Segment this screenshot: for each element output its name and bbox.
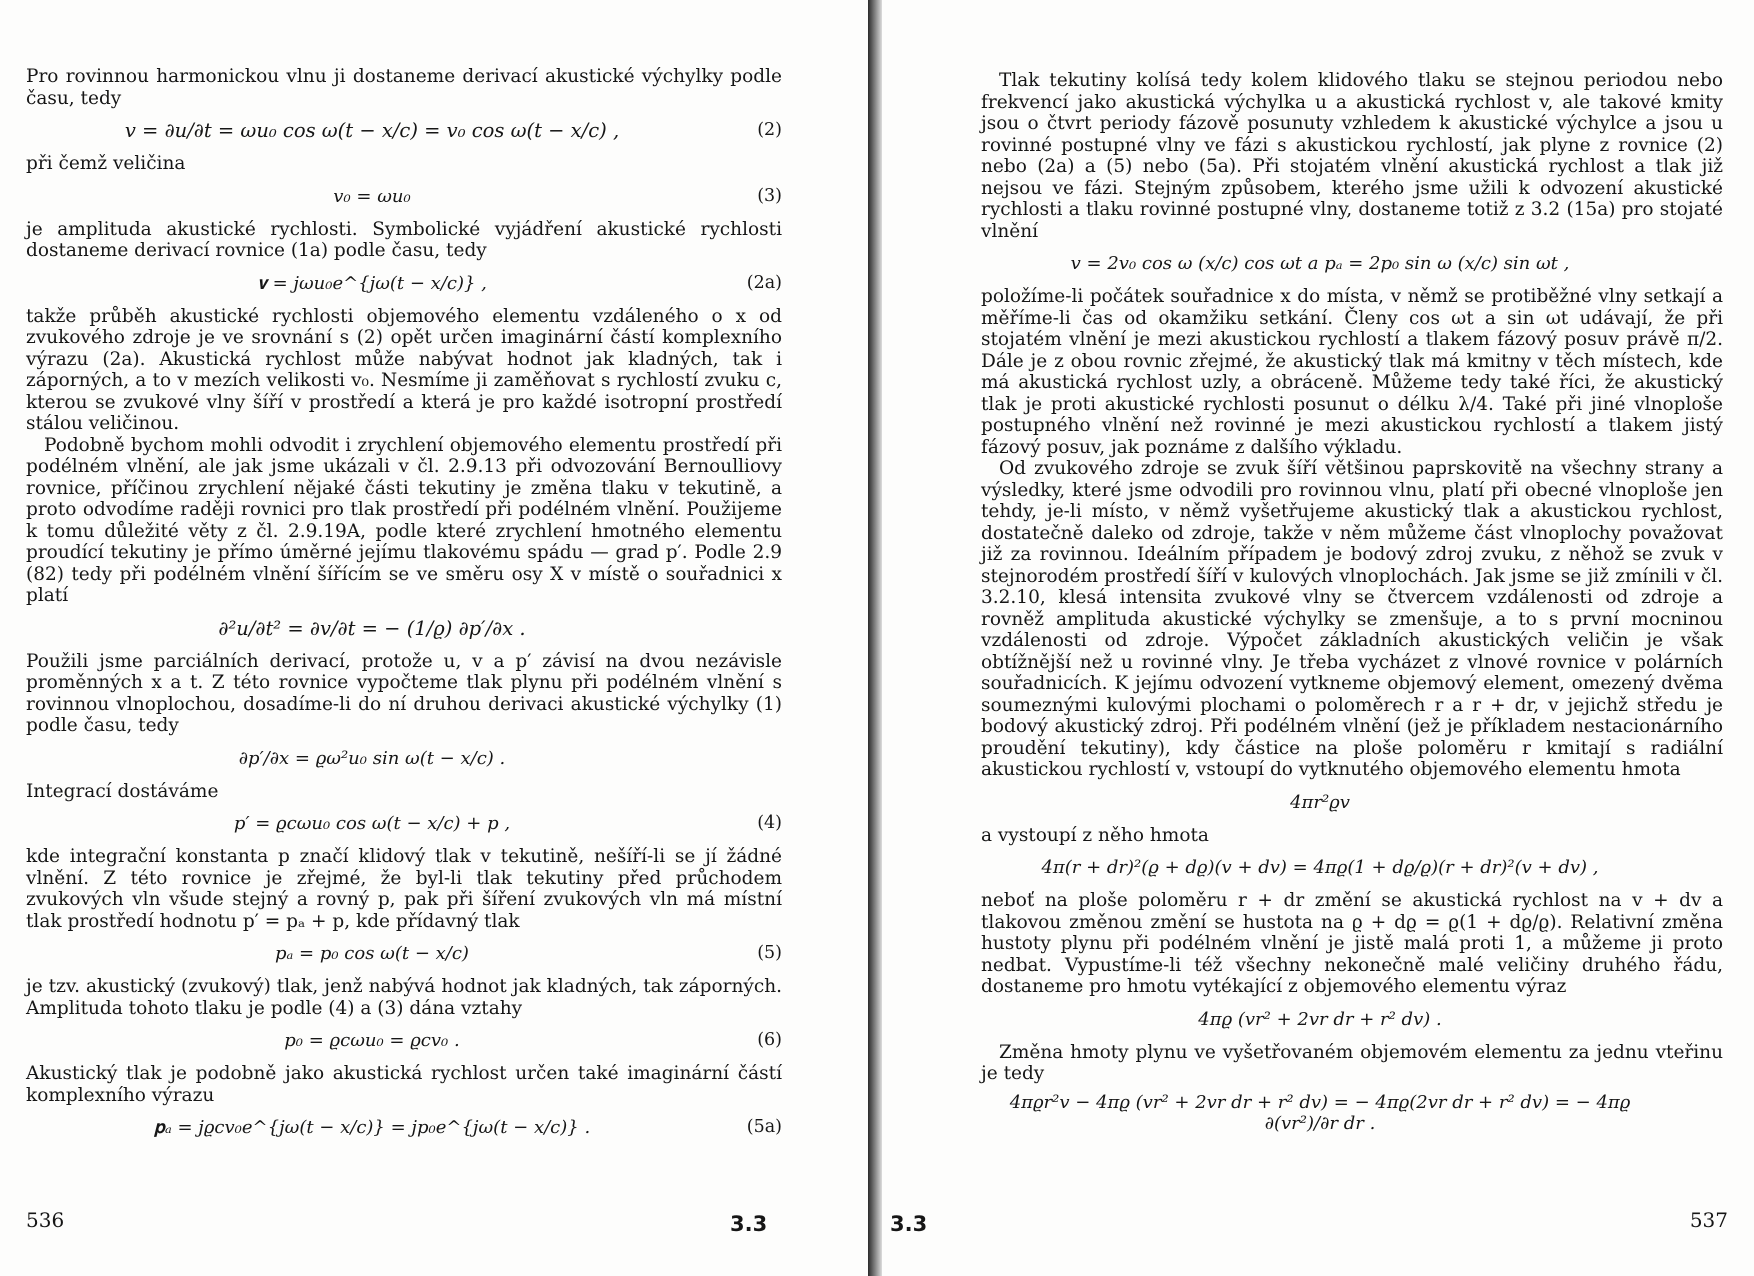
equation-3: v₀ = ωu₀ (3) xyxy=(333,185,782,207)
equation-mass-in: 4πr²ϱv xyxy=(1290,791,1350,813)
paragraph: Akustický tlak je podobně jako akustická rychlost určen také imaginární částí komplexního výrazu xyxy=(26,1063,782,1106)
paragraph: a vystoupí z něho hmota xyxy=(981,824,1209,846)
paragraph: Integrací dostáváme xyxy=(26,780,219,802)
paragraph: Od zvukového zdroje se zvuk šíří většinou paprskovitě na všechny strany a výsledky, které jsme odvodili pro rovinnou vlnu, platí při obecné vlnoploše jen tehdy, je-li místo, v němž vyšetřujeme akustický tlak a akustickou rychlost, dostatečně daleko od zdroje, takže v něm můžeme část vlnoplochy považovat již za rovinnou. Ideálním případem je bodový zdroj zvuku, z něhož se zvuk v stejnorodém prostředí šíří v kulových vlnoplochách. Jak jsme se již zmínili v čl. 3.2.10, klesá intensita zvukové vlny se čtvercem vzdálenosti od zdroje a rovněž amplituda akustické výchylky se zmenšuje, a to s první mocninou vzdálenosti od zdroje. Výpočet základních akustických veličin je však obtížnější než u rovinné vlny. Je třeba vycházet z vlnové rovnice v polárních souřadnicích. K jejímu odvození vytkneme objemový element, omezený dvěma soumeznými kulovými plochami o poloměrech r a r + dr, v jejichž středu je bodový akustický zdroj. Při podélném vlnění (jež je příkladem nestacionárního proudění tekutiny), kdy částice na ploše poloměru r kmitají s radiální akustickou rychlostí v, vstoupí do vytknutého objemového elementu hmota xyxy=(981,458,1723,780)
equation-5: pₐ = p₀ cos ω(t − x/c) (5) xyxy=(275,943,782,965)
paragraph: Podobně bychom mohli odvodit i zrychlení objemového elementu prostředí při podélném vlnění, ale jak jsme ukázali v čl. 2.9.13 při odvozování Bernoulliovy rovnice, příčinou zrychlení nějaké části tekutiny je změna tlaku v tekutině, a proto odvodíme raději rovnici pro tlak prostředí při podélném vlnění. Použijeme k tomu důležité věty z čl. 2.9.19A, podle které zrychlení hmotného elementu proudící tekutiny je přímo úměrné jejímu tlakovému spádu — grad p′. Podle 2.9 (82) tedy při podélném vlnění šířícím se ve směru osy X v místě o souřadnici x platí xyxy=(26,434,782,606)
page-number: 536 xyxy=(26,1208,65,1232)
paragraph: je tzv. akustický (zvukový) tlak, jenž nabývá hodnot jak kladných, tak záporných. Amplituda tohoto tlaku je podle (4) a (3) dána vztahy xyxy=(26,976,782,1019)
equation-unnumbered-2: ∂p′/∂x = ϱω²u₀ sin ω(t − x/c) . xyxy=(238,747,506,769)
paragraph: je amplituda akustické rychlosti. Symbolické vyjádření akustické rychlosti dostaneme derivací rovnice (1a) podle času, tedy xyxy=(26,218,782,261)
equation-6: p₀ = ϱcωu₀ = ϱcv₀ . (6) xyxy=(284,1030,782,1052)
page-number: 537 xyxy=(1689,1208,1728,1232)
section-number: 3.3 xyxy=(890,1212,928,1236)
equation-2: v = ∂u/∂t = ωu₀ cos ω(t − x/c) = v₀ cos ω(t − x/c) , (2) xyxy=(124,119,782,143)
paragraph: Použili jsme parciálních derivací, protože u, v a p′ závisí na dvou nezávisle proměnných x a t. Z této rovnice vypočteme tlak plynu při podélném vlnění s rovinnou vlnoplochou, dosadíme-li do ní druhou derivaci akustické výchylky (1) podle času, tedy xyxy=(26,650,782,736)
right-page xyxy=(882,0,1754,1276)
right-page-body xyxy=(981,70,1723,1142)
paragraph: takže průběh akustické rychlosti objemového elementu vzdáleného o x od zvukového zdroje je ve srovnání s (2) opět určen imaginární částí komplexního výrazu (2a). Akustická rychlost může nabývat hodnot jak kladných, tak i záporných, a to v mezích velikosti v₀. Nesmíme ji zaměňovat s rychlostí zvuku c, kterou se zvukové vlny šíří v prostředí a která je pro každé isotropní prostředí stálou veličinou. xyxy=(26,305,782,434)
book-gutter xyxy=(868,0,882,1276)
equation-mass-change: 4πϱr²v − 4πϱ (vr² + 2vr dr + r² dv) = − 4πϱ(2vr dr + r² dv) = − 4πϱ ∂(vr²)/∂r dr . xyxy=(1009,1091,1631,1134)
paragraph: při čemž veličina xyxy=(26,153,186,174)
section-number: 3.3 xyxy=(730,1212,768,1236)
equation-4: p′ = ϱcωu₀ cos ω(t − x/c) + p , (4) xyxy=(233,813,782,835)
equation-outflow: 4πϱ (vr² + 2vr dr + r² dv) . xyxy=(1198,1008,1442,1030)
left-page-body xyxy=(26,66,782,1150)
paragraph: neboť na ploše poloměru r + dr změní se akustická rychlost na v + dv a tlakovou změnou změní se hustota na ϱ + dϱ = ϱ(1 + dϱ/ϱ). Relativní změna hustoty plynu při podélném vlnění je jistě malá proti 1, a můžeme ji proto nedbat. Vypustíme-li též všechny nekonečně malé veličiny druhého řádu, dostaneme pro hmotu vytékající z objemového elementu výraz xyxy=(981,890,1723,997)
equation-mass-out: 4π(r + dr)²(ϱ + dϱ)(v + dv) = 4πϱ(1 + dϱ/ϱ)(r + dr)²(v + dv) , xyxy=(1041,857,1599,879)
equation-unnumbered-1: ∂²u/∂t² = ∂v/∂t = − (1/ϱ) ∂p′/∂x . xyxy=(218,616,526,640)
paragraph: Pro rovinnou harmonickou vlnu ji dostaneme derivací akustické výchylky podle času, tedy xyxy=(26,66,782,109)
paragraph: Tlak tekutiny kolísá tedy kolem klidového tlaku se stejnou periodou nebo frekvencí jako akustická výchylka u a akustická rychlost v, ale takové kmity jsou o čtvrt periody fázově posunuty vzhledem k akustické výchylce a jsou u rovinné postupné vlny ve fázi s akustickou rychlostí, jak plyne z rovnice (2) nebo (2a) a (5) nebo (5a). Při stojatém vlnění akustická rychlost a tlak již nejsou ve fázi. Stejným způsobem, kterého jsme užili k odvození akustické rychlosti a tlaku rovinné postupné vlny, dostaneme totiž z 3.2 (15a) pro stojaté vlnění xyxy=(981,70,1723,242)
equation-2a: 𝐯 = jωu₀e^{jω(t − x/c)} , (2a) xyxy=(257,272,782,294)
paragraph: kde integrační konstanta p značí klidový tlak v tekutině, nešíří-li se jí žádné vlnění. Z této rovnice je zřejmé, že byl-li tlak tekutiny před průchodem zvukových vln všude stejný a rovný p, pak při šíření zvukových vln má místní tlak prostředí hodnotu p′ = pₐ + p, kde přídavný tlak xyxy=(26,846,782,932)
equation-standing-wave: v = 2v₀ cos ω (x/c) cos ωt a pₐ = 2p₀ sin ω (x/c) sin ωt , xyxy=(1070,253,1570,275)
paragraph: Změna hmoty plynu ve vyšetřovaném objemovém elementu za jednu vteřinu je tedy xyxy=(981,1041,1723,1084)
left-page xyxy=(0,0,868,1276)
paragraph: položíme-li počátek souřadnice x do místa, v němž se protiběžné vlny setkají a měříme-li čas od okamžiku setkání. Členy cos ωt a sin ωt udávají, že při stojatém vlnění je mezi akustickou rychlostí a tlakem fázový posuv právě π/2. Dále je z obou rovnic zřejmé, že akustický tlak má kmitny v těch místech, kde má akustická rychlost uzly, a obráceně. Můžeme tedy také říci, že akustický tlak je proti akustické rychlosti posunut o délku λ/4. Také při jiné vlnoploše postupného vlnění než rovinné je mezi akustickou rychlostí a tlakem jistý fázový posuv, jak poznáme z dalšího výkladu. xyxy=(981,286,1723,458)
equation-5a: 𝐩ₐ = jϱcv₀e^{jω(t − x/c)} = jp₀e^{jω(t − x/c)} . (5a) xyxy=(153,1117,782,1139)
